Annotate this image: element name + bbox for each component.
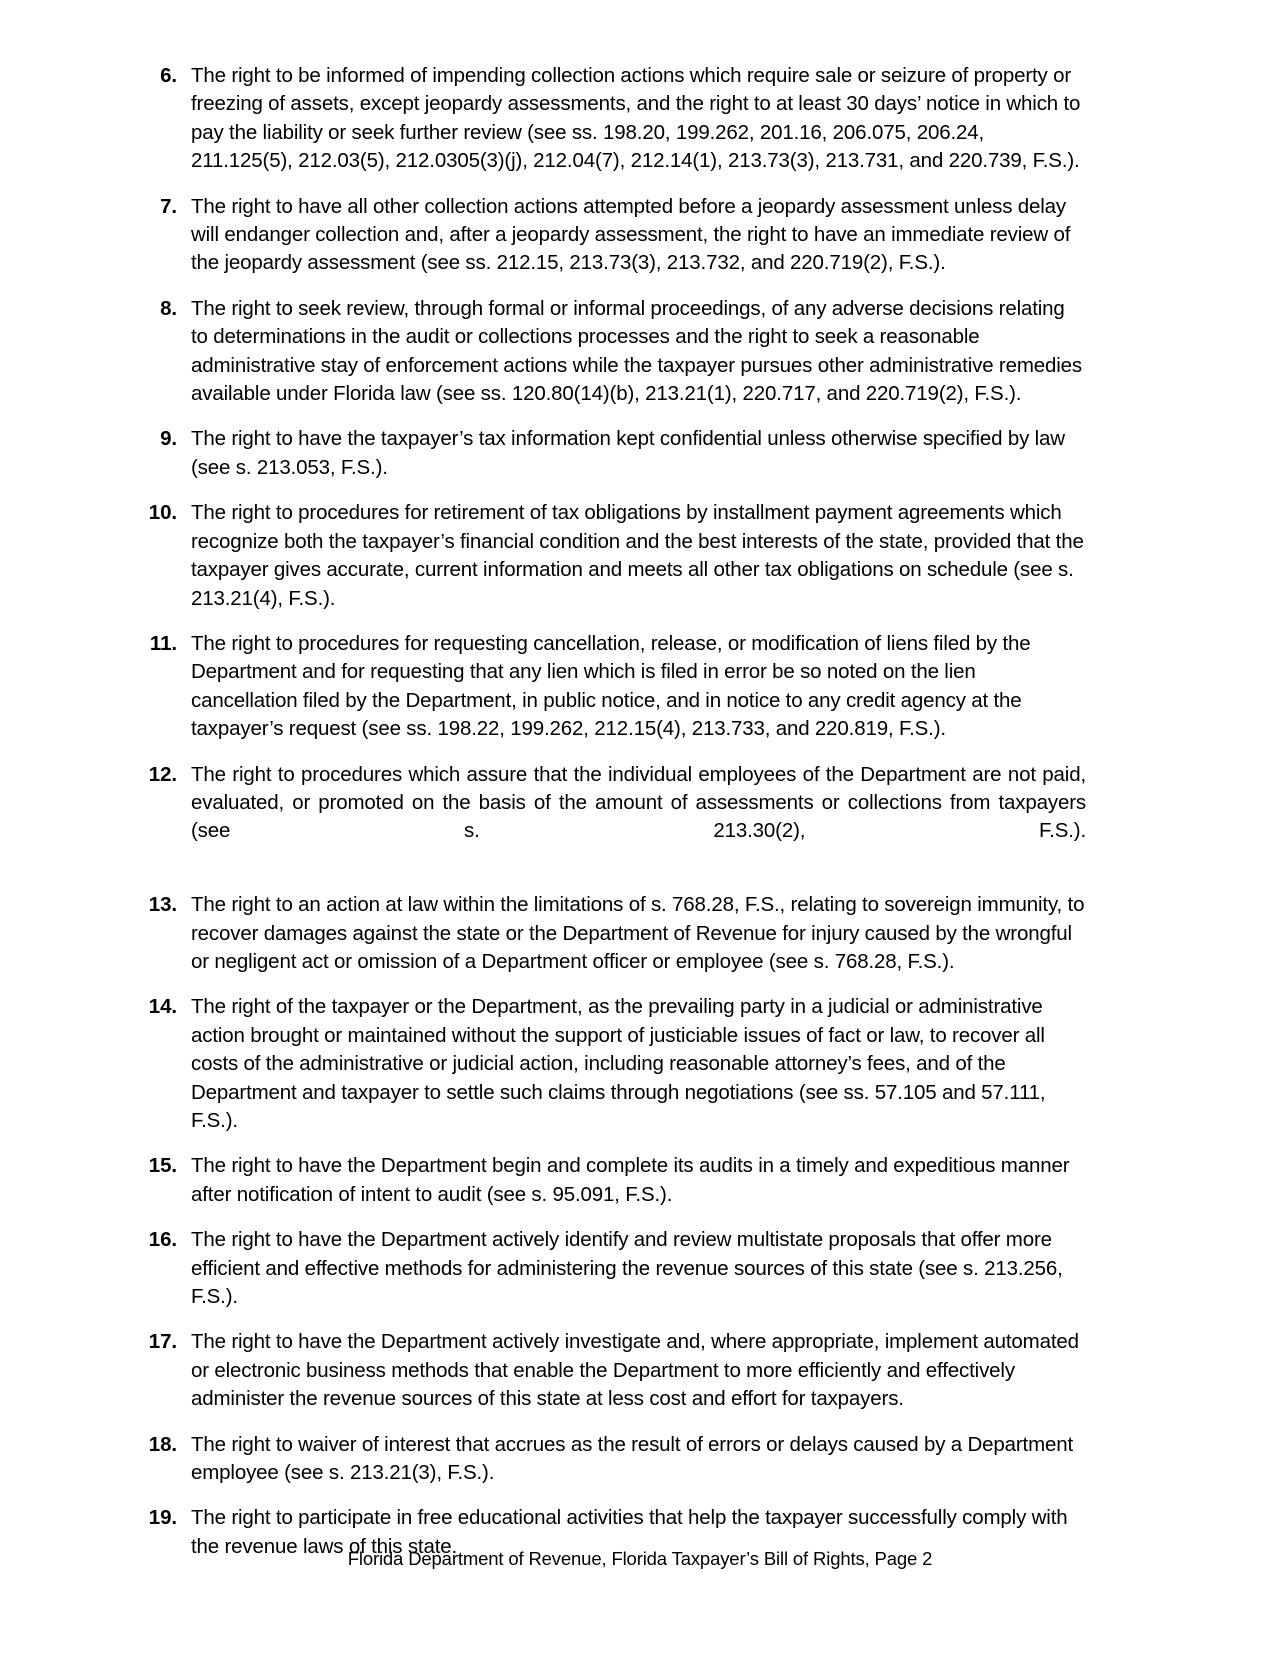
list-item-number: 19. [148, 1506, 177, 1530]
list-item-text: The right of the taxpayer or the Department, as the prevailing party in a judicial or administrative action brought or maintained without the support of justiciable issues of fact or law, to recover all costs of the administrative or judicial action, including reasonable attorney’s fees, and of the Department and taxpayer to settle such claims through negotiations (see ss. 57.105 and 57.111, F.S.). [191, 995, 1046, 1132]
list-item-number: 17. [148, 1330, 177, 1354]
list-item-text: The right to participate in free educational activities that help the taxpayer successfully comply with the revenue laws of this state. [191, 1506, 1068, 1558]
page-content [136, 62, 1086, 1578]
list-item-number: 10. [148, 501, 177, 525]
list-item-number: 11. [149, 631, 177, 655]
list-item-number: 12. [148, 762, 177, 786]
list-item-number: 18. [148, 1432, 177, 1456]
list-item-number: 9. [160, 427, 177, 451]
list-item [136, 1152, 1086, 1209]
page-footer: Florida Department of Revenue, Florida Taxpayer’s Bill of Rights, Page 2 [347, 1548, 933, 1569]
list-item [136, 891, 1086, 976]
list-item-text: The right to procedures for retirement of tax obligations by installment payment agreements which recognize both the taxpayer’s financial condition and the best interests of the state, provided that the taxpayer gives accurate, current information and meets all other tax obligations on schedule (see s. 213.21(4), F.S.). [191, 501, 1084, 610]
list-item-text: The right to have the taxpayer’s tax information kept confidential unless otherwise specified by law (see s. 213.053, F.S.). [191, 427, 1065, 479]
list-item-number: 13. [148, 893, 177, 917]
list-item-text: The right to procedures which assure that the individual employees of the Department are not paid, evaluated, or promoted on the basis of the amount of assessments or collections from taxpayers (see s. 213.30(2), F.S.). [191, 762, 1086, 843]
list-item [136, 1226, 1086, 1311]
list-item-text: The right to an action at law within the limitations of s. 768.28, F.S., relating to sovereign immunity, to recover damages against the state or the Department of Revenue for injury caused by the wrongful or negligent act or omission of a Department officer or employee (see s. 768.28, F.S.). [191, 893, 1085, 973]
list-item-text: The right to have all other collection actions attempted before a jeopardy assessment unless delay will endanger collection and, after a jeopardy assessment, the right to have an immediate review of the jeopardy assessment (see ss. 212.15, 213.73(3), 213.732, and 220.719(2), F.S.). [191, 194, 1071, 275]
list-item-number: 7. [160, 194, 177, 218]
list-item-text: The right to waiver of interest that accrues as the result of errors or delays caused by a Department employee (see s. 213.21(3), F.S.). [191, 1432, 1074, 1485]
list-item [136, 295, 1086, 409]
list-item-text: The right to have the Department begin and complete its audits in a timely and expeditious manner after notification of intent to audit (see s. 95.091, F.S.). [191, 1154, 1070, 1206]
list-item-number: 16. [148, 1228, 177, 1252]
list-item-number: 14. [148, 995, 177, 1019]
taxpayer-rights-list [136, 62, 1086, 1561]
list-item [136, 761, 1086, 875]
list-item-text: The right to procedures for requesting cancellation, release, or modification of liens filed by the Department and for requesting that any lien which is filed in error be so noted on the lien cancellation filed by the Department, in public notice, and in notice to any credit agency at the taxpayer’s request (see ss. 198.22, 199.262, 212.15(4), 213.733, and 220.819, F.S.). [191, 631, 1031, 741]
list-item-text: The right to have the Department actively identify and review multistate proposals that offer more efficient and effective methods for administering the revenue sources of this state (see s. 213.256, F.S.). [191, 1228, 1063, 1309]
list-item [136, 193, 1086, 278]
list-item-text: The right to seek review, through formal or informal proceedings, of any adverse decisions relating to determinations in the audit or collections processes and the right to seek a reasonable administrative stay of enforcement actions while the taxpayer pursues other administrative remedies available under Florida law (see ss. 120.80(14)(b), 213.21(1), 220.717, and 220.719(2), F.S.). [191, 296, 1083, 406]
list-item-number: 8. [160, 296, 177, 320]
list-item-number: 15. [148, 1154, 177, 1178]
list-item [136, 499, 1086, 613]
list-item [136, 1431, 1086, 1488]
list-item [136, 1328, 1086, 1413]
list-item-text: The right to have the Department actively investigate and, where appropriate, implement automated or electronic business methods that enable the Department to more efficiently and effectively administer the revenue sources of this state at less cost and effort for taxpayers. [191, 1330, 1079, 1411]
list-item-number: 6. [160, 64, 177, 87]
list-item [136, 993, 1086, 1135]
list-item-text: The right to be informed of impending collection actions which require sale or seizure of property or freezing of assets, except jeopardy assessments, and the right to at least 30 days’ notice in which to pay the liability or seek further review (see ss. 198.20, 199.262, 201.16, 206.075, 206.24, 211.125(5), 212.03(5), 212.0305(3)(j), 212.04(7), 212.14(1), 213.73(3), 213.731, and 220.739, F.S.). [191, 64, 1081, 173]
list-item [136, 630, 1086, 744]
list-item [136, 425, 1086, 482]
list-item [136, 62, 1086, 176]
